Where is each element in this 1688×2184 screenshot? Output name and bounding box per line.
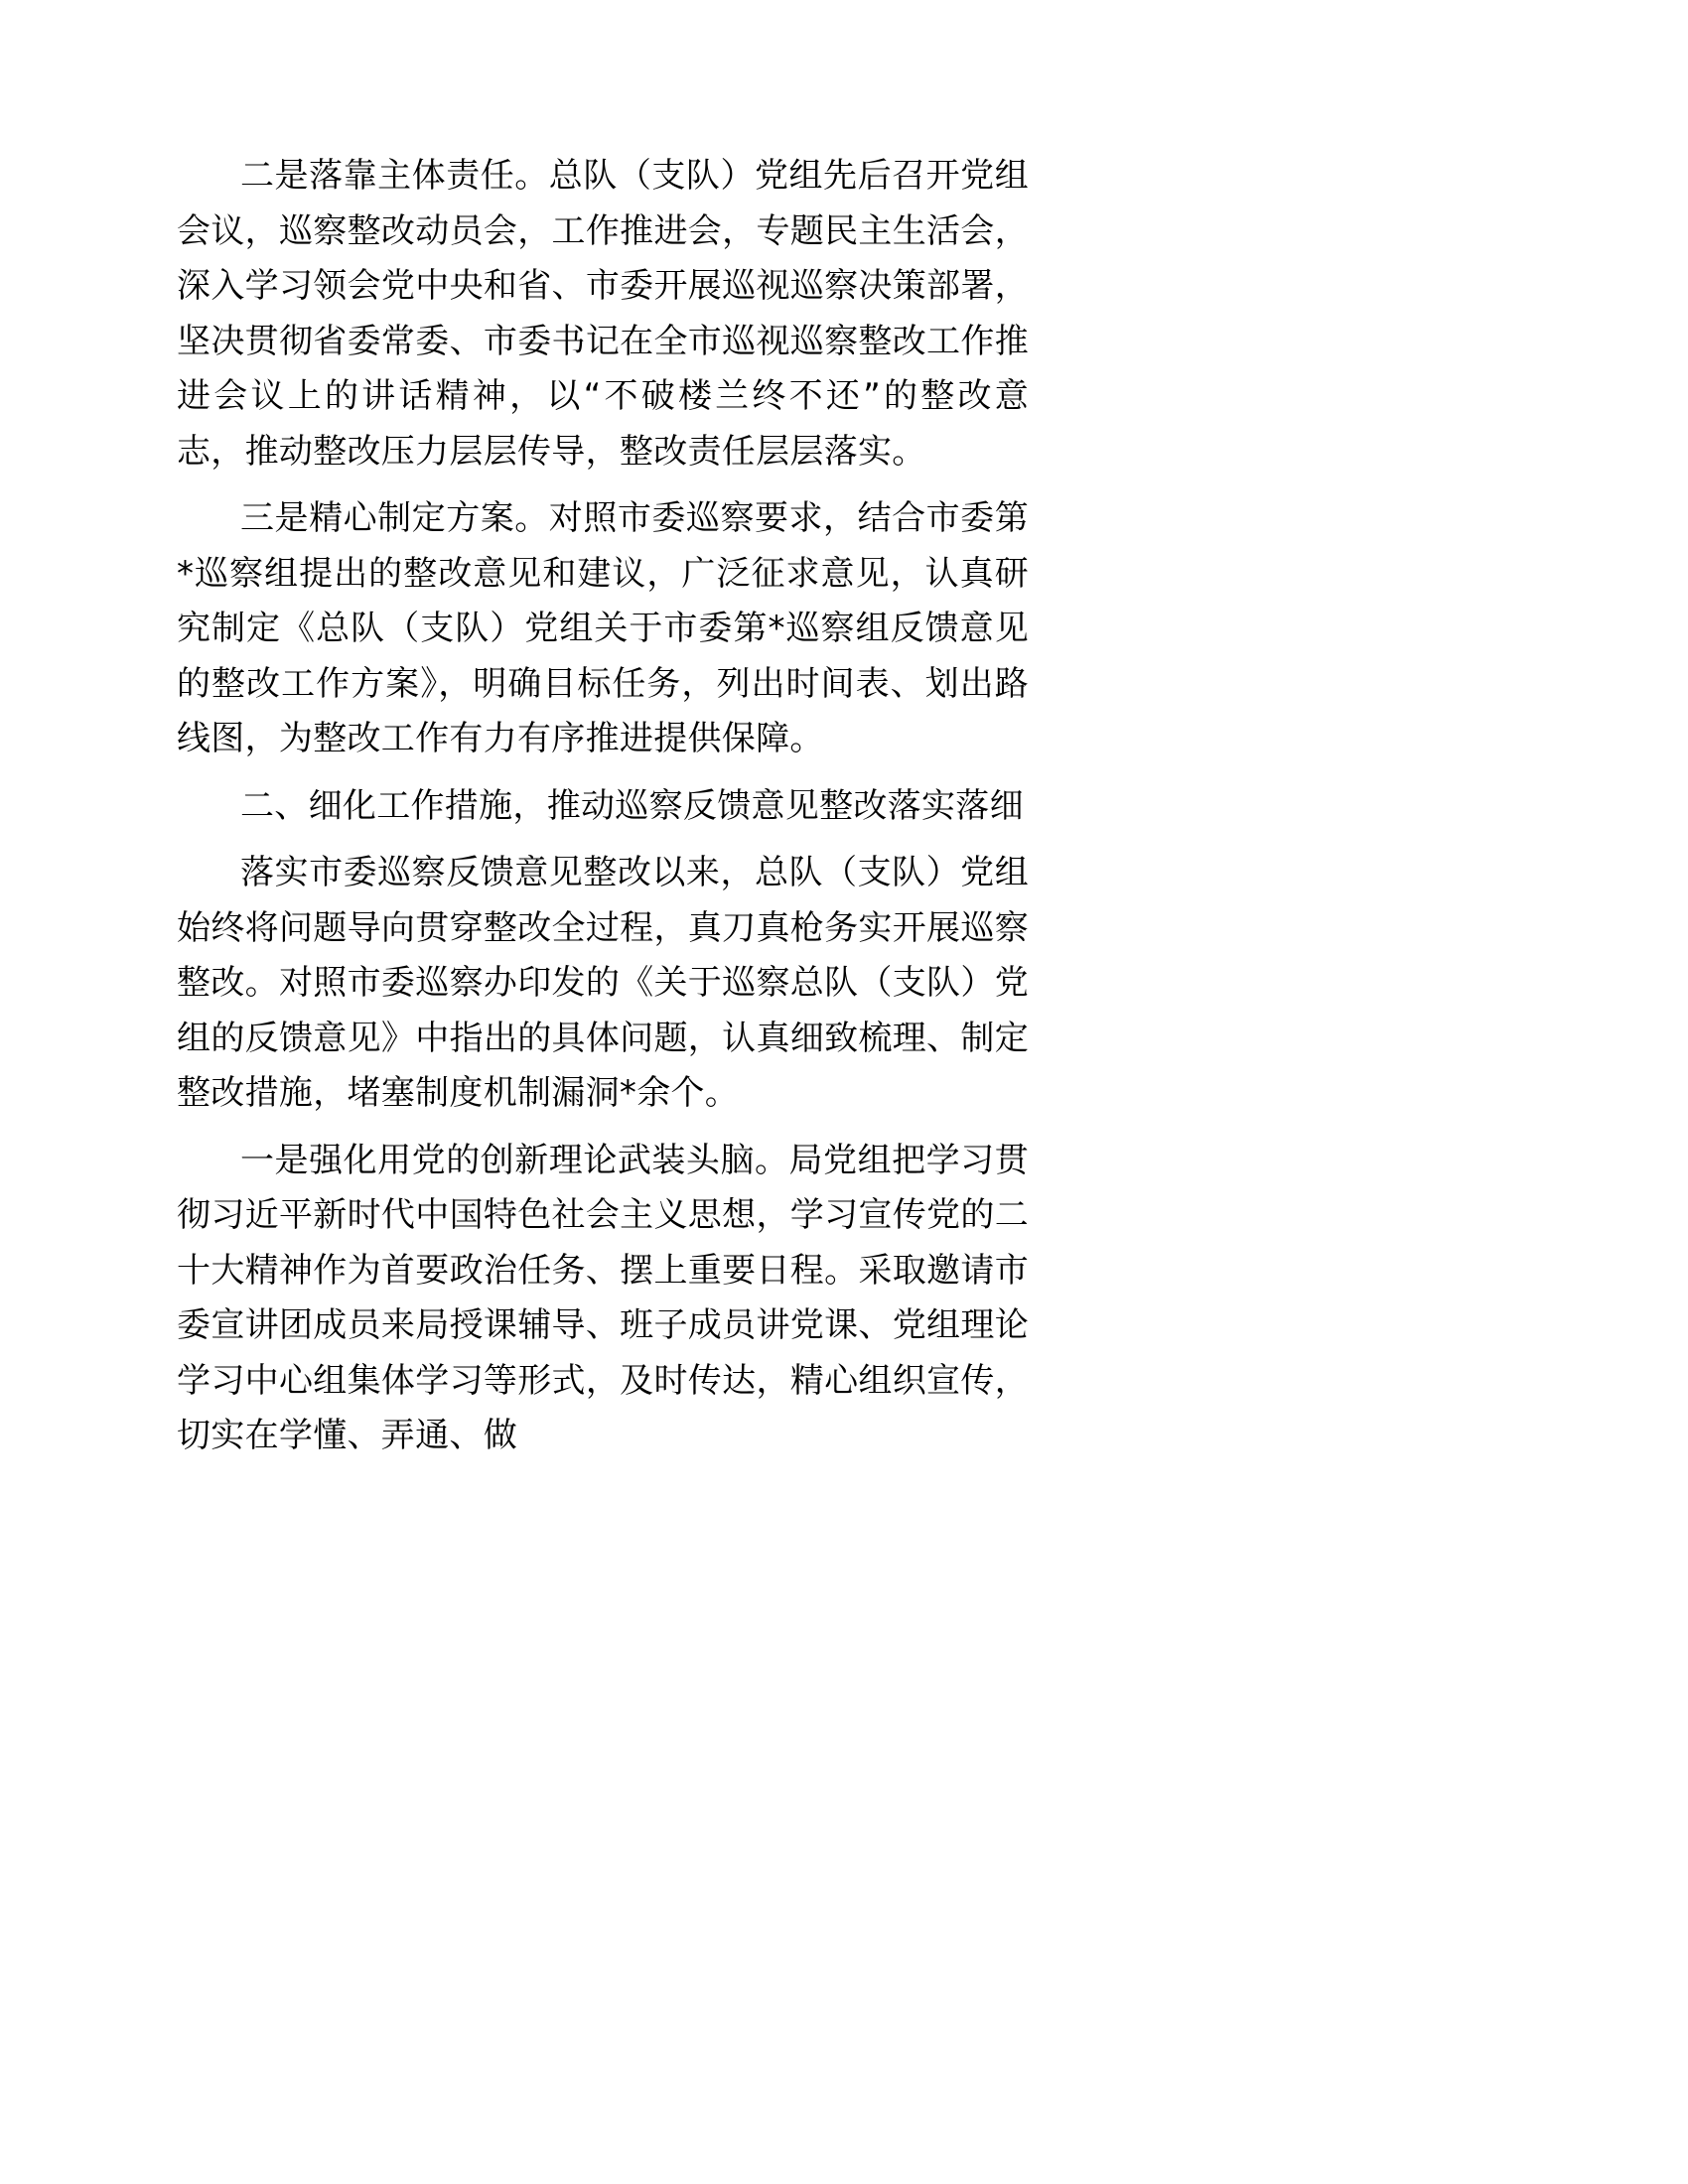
paragraph-responsibility: 二是落靠主体责任。总队（支队）党组先后召开党组会议，巡察整改动员会，工作推进会，专题民主生活会，深入学习领会党中央和省、市委开展巡视巡察决策部署，坚决贯彻省委常委、市委书记在全市巡视巡察整改工作推进会议上的讲话精神，以“不破楼兰终不还”的整改意志，推动整改压力层层传导，整改责任层层落实。 [177, 156, 1029, 472]
document-page [177, 149, 1029, 1476]
paragraph-plan: 三是精心制定方案。对照市委巡察要求，结合市委第*巡察组提出的整改意见和建议，广泛征求意见，认真研究制定《总队（支队）党组关于市委第*巡察组反馈意见的整改工作方案》，明确目标任务，列出时间表、划出路线图，为整改工作有力有序推进提供保障。 [177, 498, 1029, 758]
paragraph-theory: 一是强化用党的创新理论武装头脑。局党组把学习贯彻习近平新时代中国特色社会主义思想，学习宣传党的二十大精神作为首要政治任务、摆上重要日程。采取邀请市委宣讲团成员来局授课辅导、班子成员讲党课、党组理论学习中心组集体学习等形式，及时传达，精心组织宣传，切实在学懂、弄通、做 [177, 1140, 1029, 1455]
section-heading: 二、细化工作措施，推动巡察反馈意见整改落实落细 [240, 785, 1024, 826]
paragraph-measures: 落实市委巡察反馈意见整改以来，总队（支队）党组始终将问题导向贯穿整改全过程，真刀真枪务实开展巡察整改。对照市委巡察办印发的《关于巡察总队（支队）党组的反馈意见》中指出的具体问题，认真细致梳理、制定整改措施，堵塞制度机制漏洞*余个。 [177, 853, 1029, 1113]
